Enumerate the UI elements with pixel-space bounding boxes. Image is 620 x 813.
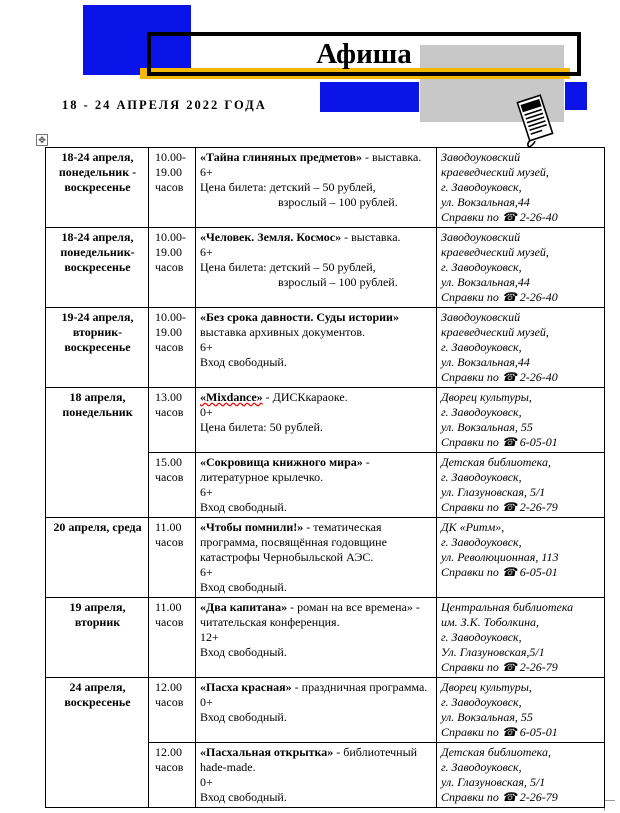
place-line: г. Заводоуковск,	[441, 630, 522, 644]
phone-info: Справки по ☎ 2-26-79	[441, 660, 558, 674]
table-row	[46, 148, 605, 228]
event-age: 0+	[200, 405, 213, 419]
event-time: 11.00 часов	[149, 518, 196, 598]
event-price: Цена билета: детский – 50 рублей,	[200, 260, 376, 274]
event-age: 6+	[200, 245, 213, 259]
phone-info: Справки по ☎ 2-26-40	[441, 370, 558, 384]
event-name: «Чтобы помнили!»	[200, 520, 304, 534]
place-line: ул. Вокзальная, 55	[441, 420, 533, 434]
event-date: 19-24 апреля, вторник- воскресенье	[46, 308, 149, 388]
event-date: 20 апреля, среда	[46, 518, 149, 598]
phone-info: Справки по ☎ 2-26-79	[441, 790, 558, 804]
event-time: 10.00-19.00 часов	[149, 148, 196, 228]
event-time: 13.00 часов	[149, 388, 196, 453]
event-time: 10.00-19.00 часов	[149, 228, 196, 308]
place-line: г. Заводоуковск,	[441, 535, 522, 549]
place-line: г. Заводоуковск,	[441, 760, 522, 774]
event-place	[437, 518, 605, 598]
event-age: 6+	[200, 485, 213, 499]
event-name: «Пасхальная открытка»	[200, 745, 334, 759]
event-desc: - выставка.	[361, 150, 422, 164]
place-line: ДК «Ритм»,	[441, 520, 505, 534]
event-price: Вход свободный.	[200, 355, 287, 369]
place-line: Детская библиотека,	[441, 745, 551, 759]
event-date: 24 апреля, воскресенье	[46, 678, 149, 808]
event-price: Вход свободный.	[200, 500, 287, 514]
event-desc: - ДИСКкараоке.	[262, 390, 348, 404]
place-line: краеведческий музей,	[441, 325, 549, 339]
place-line: ул. Вокзальная,44	[441, 275, 530, 289]
events-table	[45, 147, 605, 808]
place-line: г. Заводоуковск,	[441, 405, 522, 419]
event-time: 12.00 часов	[149, 743, 196, 808]
phone-info: Справки по ☎ 2-26-79	[441, 500, 558, 514]
event-place	[437, 148, 605, 228]
event-date: 19 апреля, вторник	[46, 598, 149, 678]
place-line: Центральная библиотека	[441, 600, 574, 614]
place-line: ул. Вокзальная,44	[441, 355, 530, 369]
event-info	[196, 148, 437, 228]
event-price: Вход свободный.	[200, 645, 287, 659]
place-line: Детская библиотека,	[441, 455, 551, 469]
event-date: 18-24 апреля, понедельник- воскресенье	[46, 228, 149, 308]
phone-info: Справки по ☎ 6-05-01	[441, 725, 558, 739]
place-line: ул. Революционная, 113	[441, 550, 559, 564]
event-desc: - роман на все времена» - читательская конференция.	[200, 600, 420, 629]
event-time: 10.00-19.00 часов	[149, 308, 196, 388]
table-row	[46, 678, 605, 743]
table-row	[46, 228, 605, 308]
place-line: г. Заводоуковск,	[441, 695, 522, 709]
event-date: 18 апреля, понедельник	[46, 388, 149, 518]
event-time: 11.00 часов	[149, 598, 196, 678]
event-info	[196, 228, 437, 308]
event-time: 15.00 часов	[149, 453, 196, 518]
event-desc: - тематическая программа, посвящённая годовщине катастрофы Чернобыльской АЭС.	[200, 520, 387, 564]
event-place	[437, 453, 605, 518]
event-name: «Человек. Земля. Космос»	[200, 230, 342, 244]
event-price-extra: взрослый – 100 рублей.	[278, 195, 398, 209]
event-price: Вход свободный.	[200, 710, 287, 724]
event-name: «Пасха красная»	[200, 680, 292, 694]
place-line: краеведческий музей,	[441, 245, 549, 259]
event-name: «Сокровища книжного мира»	[200, 455, 363, 469]
event-place	[437, 228, 605, 308]
phone-info: Справки по ☎ 2-26-40	[441, 290, 558, 304]
resize-handle-icon[interactable]	[604, 800, 615, 811]
place-line: Дворец культуры,	[441, 680, 532, 694]
event-place	[437, 388, 605, 453]
event-name: «Тайна глиняных предметов»	[200, 150, 362, 164]
event-info	[196, 678, 437, 743]
place-line: Заводоуковский	[441, 310, 521, 324]
phone-info: Справки по ☎ 6-05-01	[441, 565, 558, 579]
place-line: краеведческий музей,	[441, 165, 549, 179]
phone-info: Справки по ☎ 6-05-01	[441, 435, 558, 449]
table-row	[46, 388, 605, 453]
page-title: Афиша	[316, 38, 412, 70]
event-time: 12.00 часов	[149, 678, 196, 743]
event-price: Цена билета: детский – 50 рублей,	[200, 180, 376, 194]
event-price: Цена билета: 50 рублей.	[200, 420, 323, 434]
place-line: ул. Вокзальная,44	[441, 195, 530, 209]
date-range: 18 - 24 АПРЕЛЯ 2022 ГОДА	[62, 98, 267, 112]
event-place	[437, 308, 605, 388]
table-row	[46, 598, 605, 678]
place-line: Ул. Глазуновская,5/1	[441, 645, 545, 659]
event-place	[437, 743, 605, 808]
event-info	[196, 743, 437, 808]
event-desc: - литературное крылечко.	[200, 455, 370, 484]
header-decor-blue-bar	[320, 82, 419, 112]
event-name: «Без срока давности. Суды истории»	[200, 310, 399, 324]
event-age: 6+	[200, 340, 213, 354]
place-line: Заводоуковский	[441, 230, 521, 244]
place-line: Дворец культуры,	[441, 390, 532, 404]
phone-info: Справки по ☎ 2-26-40	[441, 210, 558, 224]
event-age: 12+	[200, 630, 219, 644]
event-name: «Два капитана»	[200, 600, 288, 614]
event-desc: - библиотечный hade-made.	[200, 745, 418, 774]
event-price: Вход свободный.	[200, 790, 287, 804]
place-line: ул. Вокзальная, 55	[441, 710, 533, 724]
header-decor-blue-square	[565, 82, 587, 110]
event-age: 0+	[200, 775, 213, 789]
place-line: им. З.К. Тоболкина,	[441, 615, 540, 629]
newspaper-icon	[514, 88, 556, 148]
event-desc: - праздничная программа.	[291, 680, 428, 694]
event-price-extra: взрослый – 100 рублей.	[278, 275, 398, 289]
title-box	[147, 32, 581, 76]
event-age: 6+	[200, 165, 213, 179]
event-place	[437, 598, 605, 678]
place-line: Заводоуковский	[441, 150, 521, 164]
event-info	[196, 308, 437, 388]
event-place	[437, 678, 605, 743]
place-line: г. Заводоуковск,	[441, 470, 522, 484]
event-info	[196, 598, 437, 678]
event-desc: - выставка.	[341, 230, 401, 244]
table-row	[46, 308, 605, 388]
place-line: ул. Глазуновская, 5/1	[441, 485, 546, 499]
event-info	[196, 518, 437, 598]
event-age: 0+	[200, 695, 213, 709]
place-line: г. Заводоуковск,	[441, 260, 522, 274]
event-name: «Mixdance»	[200, 390, 263, 404]
event-info	[196, 388, 437, 453]
place-line: г. Заводоуковск,	[441, 180, 522, 194]
event-price: Вход свободный.	[200, 580, 287, 594]
place-line: ул. Глазуновская, 5/1	[441, 775, 546, 789]
event-info	[196, 453, 437, 518]
event-desc: выставка архивных документов.	[200, 325, 366, 339]
table-row	[46, 518, 605, 598]
move-handle-icon[interactable]: ✥	[36, 134, 48, 146]
event-age: 6+	[200, 565, 213, 579]
place-line: г. Заводоуковск,	[441, 340, 522, 354]
event-date: 18-24 апреля, понедельник - воскресенье	[46, 148, 149, 228]
